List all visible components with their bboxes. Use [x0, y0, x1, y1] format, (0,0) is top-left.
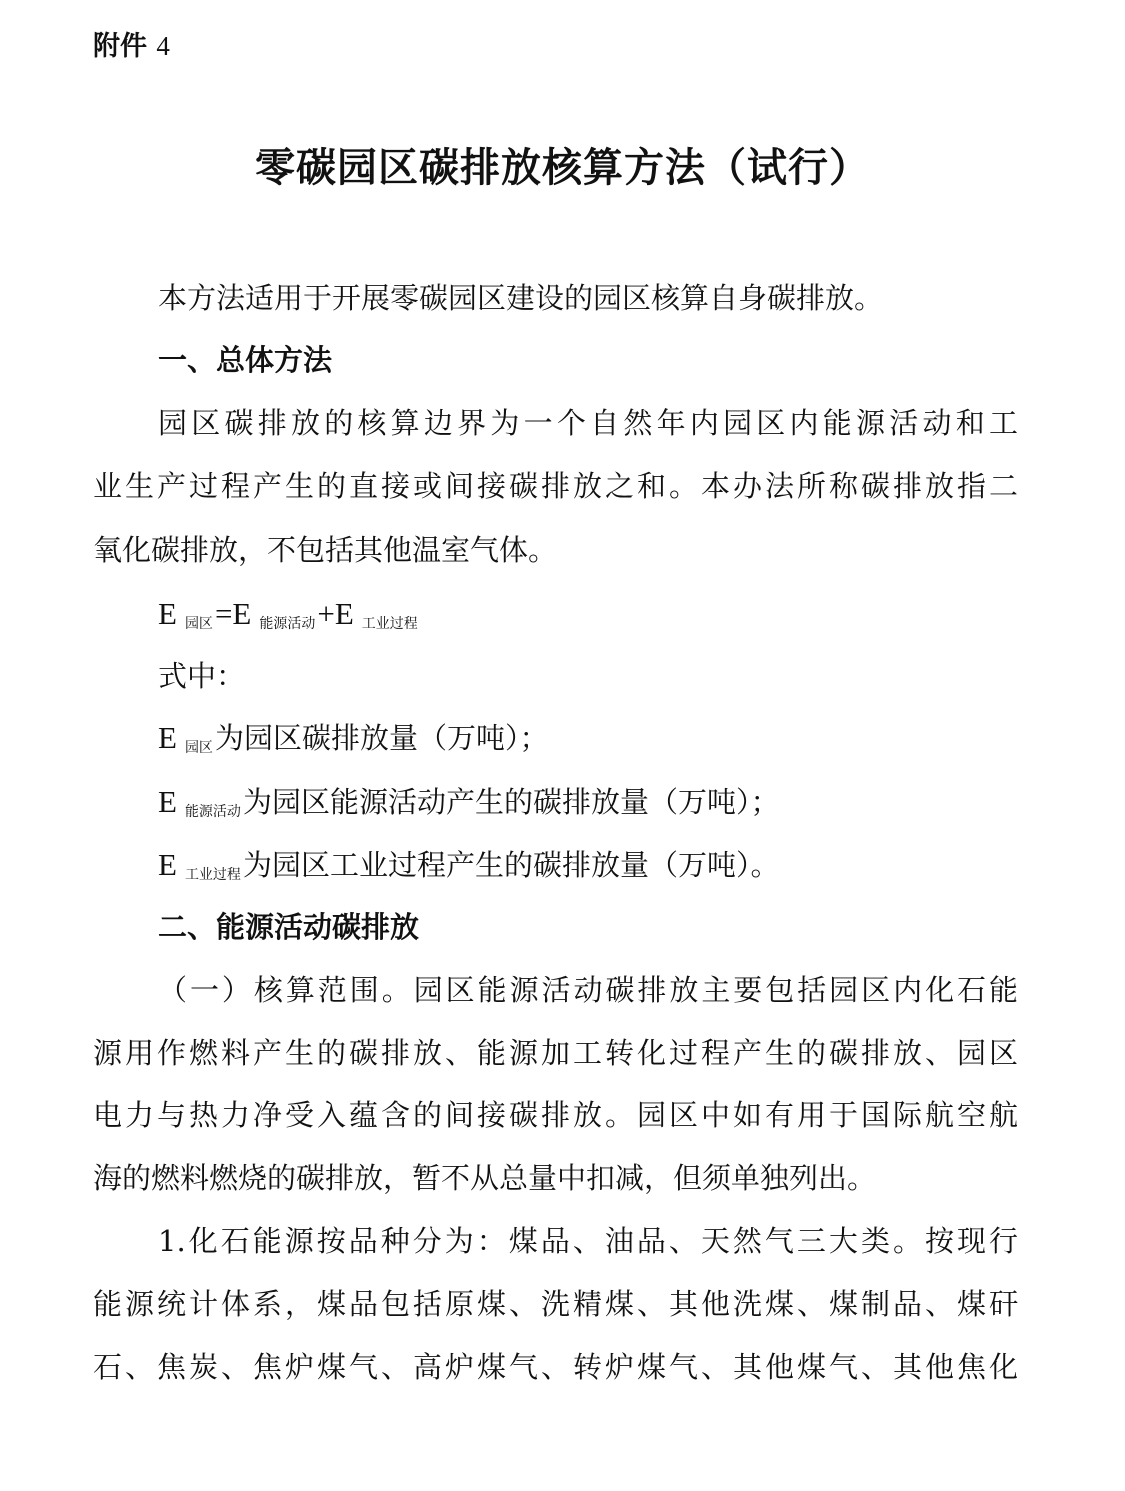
formula-equals: = [214, 596, 233, 631]
def-energy-e: E [158, 784, 177, 819]
def-industry-e: E [158, 847, 177, 882]
attachment-text: 附件 [93, 31, 147, 62]
attachment-label [93, 28, 170, 65]
definition-energy [158, 782, 1018, 832]
section1-para-line-2: 业生产过程产生的直接或间接碳排放之和。本办法所称碳排放指二 [93, 469, 1018, 503]
formula-e-industry: E [334, 596, 354, 631]
section2-para2-line-2: 能源统计体系，煤品包括原煤、洗精煤、其他洗煤、煤制品、煤矸 [93, 1287, 1018, 1321]
section1-para-line-3: 氧化碳排放，不包括其他温室气体。 [93, 533, 558, 567]
def-industry-sub: 工业过程 [184, 867, 241, 883]
section2-para1-line-1: （一）核算范围。园区能源活动碳排放主要包括园区内化石能 [158, 973, 1018, 1007]
formula [158, 594, 1018, 644]
formula-plus: + [317, 596, 335, 631]
section2-para2-line-3: 石、焦炭、焦炉煤气、高炉煤气、转炉煤气、其他煤气、其他焦化 [93, 1350, 1018, 1384]
def-energy-sub: 能源活动 [184, 804, 241, 820]
attachment-number: 4 [156, 31, 170, 61]
def-park-text: 为园区碳排放量（万吨）； [214, 721, 549, 755]
intro-paragraph: 本方法适用于开展零碳园区建设的园区核算自身碳排放。 [158, 281, 884, 315]
definition-park [158, 718, 1018, 768]
def-park-sub: 园区 [184, 740, 213, 756]
document-title: 零碳园区碳排放核算方法（试行） [255, 144, 870, 191]
def-park-e: E [158, 720, 177, 755]
formula-sub-energy: 能源活动 [259, 616, 316, 632]
formula-e-energy: E [232, 596, 252, 631]
section2-para1-line-3: 电力与热力净受入蕴含的间接碳排放。园区中如有用于国际航空航 [93, 1098, 1018, 1132]
section1-heading: 一、总体方法 [158, 343, 333, 377]
def-industry-text: 为园区工业过程产生的碳排放量（万吨）。 [242, 848, 780, 882]
def-energy-text: 为园区能源活动产生的碳排放量（万吨）； [242, 785, 780, 819]
section2-para2-line-1: 1.化石能源按品种分为：煤品、油品、天然气三大类。按现行 [158, 1224, 1018, 1258]
formula-sub-park: 园区 [184, 616, 213, 632]
formula-e-park: E [158, 596, 177, 631]
where-label: 式中： [158, 659, 246, 693]
section2-para1-line-4: 海的燃料燃烧的碳排放，暂不从总量中扣减，但须单独列出。 [93, 1161, 877, 1195]
formula-sub-industry: 工业过程 [361, 616, 418, 632]
definition-industry [158, 845, 1018, 895]
section2-para1-line-2: 源用作燃料产生的碳排放、能源加工转化过程产生的碳排放、园区 [93, 1036, 1018, 1070]
section1-para-line-1: 园区碳排放的核算边界为一个自然年内园区内能源活动和工 [158, 406, 1018, 440]
section2-heading: 二、能源活动碳排放 [158, 910, 420, 944]
